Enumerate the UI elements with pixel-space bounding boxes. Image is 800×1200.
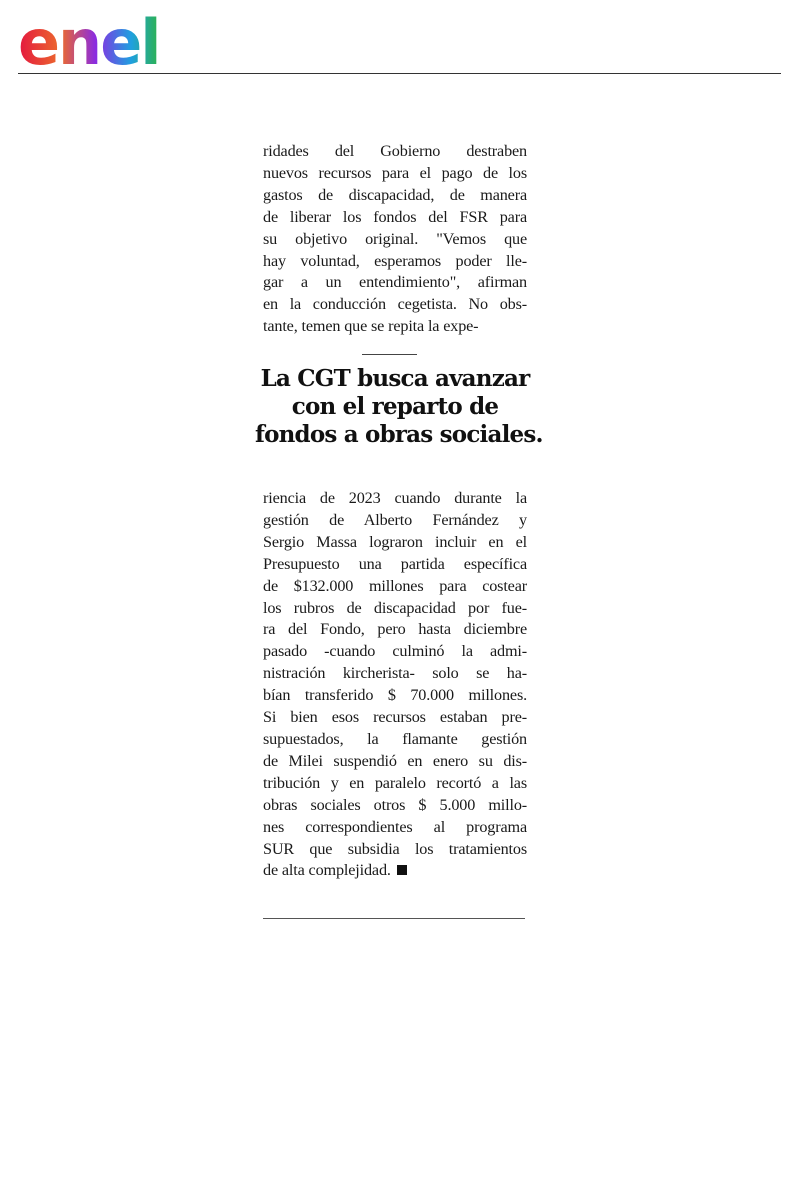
- article-text-line: nes correspondientes al programa: [263, 817, 527, 836]
- article-text-line: de $132.000 millones para costear: [263, 576, 527, 595]
- article-text-line: hay voluntad, esperamos poder lle-: [263, 251, 527, 270]
- article-text-line: nuevos recursos para el pago de los: [263, 163, 527, 182]
- enel-logo-text: enel: [18, 6, 160, 72]
- headline-divider: [362, 354, 417, 355]
- article-text-line: de Milei suspendió en enero su dis-: [263, 751, 527, 770]
- article-text-line: riencia de 2023 cuando durante la: [263, 489, 527, 507]
- article-text-line: gestión de Alberto Fernández y: [263, 510, 527, 529]
- enel-logo-mark: [18, 4, 193, 72]
- article-text-line: pasado -cuando culminó la admi-: [263, 642, 527, 661]
- article-text-line: Si bien esos recursos estaban pre-: [263, 708, 527, 727]
- article-text-line: supuestados, la flamante gestión: [263, 729, 527, 748]
- article-text-line: Presupuesto una partida específica: [263, 554, 527, 573]
- article-text-line: de alta complejidad.: [263, 860, 527, 882]
- headline-line: La CGT busca avanzar: [260, 365, 530, 392]
- article-column-top: [263, 141, 527, 338]
- article-text-line: su objetivo original. "Vemos que: [263, 229, 527, 248]
- header-divider: [18, 73, 781, 74]
- article-text-line: tribución y en paralelo recortó a las: [263, 773, 527, 792]
- article-end-mark-icon: [397, 865, 407, 875]
- article-text-line: gar a un entendimiento", afirman: [263, 273, 527, 292]
- article-text-line: obras sociales otros $ 5.000 millo-: [263, 795, 527, 814]
- article-text-line: gastos de discapacidad, de manera: [263, 185, 527, 204]
- article-text-line: bían transferido $ 70.000 millones.: [263, 686, 527, 705]
- article-text-line: ridades del Gobierno destraben: [263, 142, 527, 160]
- article-text-line: Sergio Massa lograron incluir en el: [263, 532, 527, 551]
- headline-line: fondos a obras sociales.: [255, 421, 543, 448]
- article-column-bottom: [263, 488, 527, 882]
- headline-line: con el reparto de: [291, 393, 499, 420]
- article-text-line: los rubros de discapacidad por fue-: [263, 598, 527, 617]
- article-text-line: de liberar los fondos del FSR para: [263, 207, 527, 226]
- article-end-divider: [263, 918, 525, 919]
- enel-logo: [18, 4, 193, 72]
- article-text-line: SUR que subsidia los tratamientos: [263, 839, 527, 858]
- article-text-line: tante, temen que se repita la expe-: [263, 317, 479, 336]
- article-text-line: ra del Fondo, pero hasta diciembre: [263, 620, 527, 639]
- article-text-line: en la conducción cegetista. No obs-: [263, 295, 527, 314]
- article-pull-headline: [255, 365, 543, 449]
- article-text-line: nistración kircherista- solo se ha-: [263, 664, 527, 683]
